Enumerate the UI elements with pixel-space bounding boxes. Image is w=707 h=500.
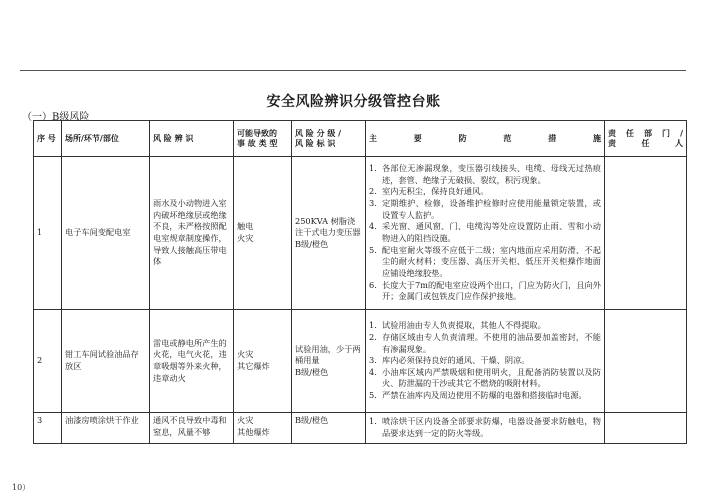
measure-number: 3. [369,355,377,366]
measure-text: 库内必须保持良好的通风、干燥、阴凉。 [382,355,530,366]
row-risk: 雨水及小动物进入室内破坏绝缘层或绝缘不良，未严格按照配电室规章制度操作，导致人接触高压带电体 [150,157,234,310]
measure-text: 定期维护、检修，设备维护检修时应使用能量锁定装置，或设置专人监护。 [382,198,601,220]
measure-number: 1. [369,163,377,174]
row-risk: 雷电或静电所产生的火花，电气火花，违章吸烟等外来火种，违章动火 [150,310,234,413]
measure-text: 室内无积尘，保持良好通风。 [382,186,489,197]
header-dept-line2: 责任人 [608,138,683,148]
measure-text: 试验用油由专人负责提取，其他人不得提取。 [382,320,546,331]
row-department [605,157,687,310]
measure-text: 长度大于7m的配电室应设两个出口，门应为防火门，且向外开；金属门或包铁皮门应作保护接地。 [382,279,601,302]
measure-item [369,390,601,402]
row-seq: 1 [34,157,62,310]
measure-number: 2. [369,186,377,197]
header-department [605,121,687,157]
row-risk: 通风不良导致中毒和窒息，风量不够 [150,413,234,444]
section-title: （一）B级风险 [22,112,90,123]
page-number: 10） [12,483,31,492]
measure-text: 存储区域由专人负责清理。不使用的油品要加盖密封，不能有渗漏现象。 [382,331,601,354]
row-department [605,310,687,413]
measure-number: 4. [369,221,377,232]
document-title: 安全风险辨识分级管控台账 [266,94,441,110]
measure-number: 3. [369,198,377,209]
header-accident-line1: 可能导致的 [237,128,277,138]
measure-item [369,416,601,439]
row-measures [366,310,605,413]
measure-text: 小油库区域内严禁吸烟和使用明火，且配备消防装置以及防火、防泄漏的干沙或其它不燃烧的吸附材料。 [382,366,601,389]
row-seq: 3 [34,413,62,444]
header-risk-level [292,121,366,157]
row-accident-type: 火灾 其他爆炸 [234,413,292,444]
measure-item [369,320,601,332]
measure-item [369,367,601,390]
row-location: 钳工车间试验油品存放区 [62,310,150,413]
header-level-line2: 风 险 标 识 [295,138,336,148]
header-location: 场所/环节/部位 [62,121,150,157]
table-row [34,413,687,444]
measure-number: 1. [369,320,377,331]
table-header-row [34,121,687,157]
measure-item [369,221,601,244]
measure-text: 配电室耐火等级不应低于二级；室内地面应采用防滑、不起尘的耐火材料；变压器、高压开关柜、低压开关柜操作地面应铺设绝缘胶垫。 [382,244,601,278]
measure-item [369,355,601,367]
measure-item [369,198,601,221]
header-level-line1: 风 险 分 级 / [295,128,342,138]
risk-control-table [33,120,687,444]
measure-number: 4. [369,366,377,377]
row-accident-type: 火灾 其它爆炸 [234,310,292,413]
header-accident-line2: 事 故 类 型 [237,138,278,148]
row-measures [366,413,605,444]
measure-number: 5. [369,244,377,255]
measure-number: 6. [369,279,377,290]
row-accident-type: 触电 火灾 [234,157,292,310]
measure-item [369,280,601,303]
row-risk-level: B级/橙色 [292,413,366,444]
header-dept-line1: 责任部门/ [608,128,683,138]
measure-item [369,332,601,355]
row-risk-level: 250KVA 树脂浇注干式电力变压器 B级/橙色 [292,157,366,310]
measure-text: 各部位无渗漏现象，变压器引线接头、电缆、母线无过热痕迹，套管、绝缘子无破损、裂纹，积污现象。 [382,163,601,185]
row-measures [366,157,605,310]
measure-text: 喷涂烘干区内设备全部要求防爆，电器设备要求防触电，物品要求达到一定的防火等级。 [382,416,601,438]
row-risk-level: 试验用油，少于两桶用量 B级/橙色 [292,310,366,413]
row-location: 油漆房喷涂烘干作业 [62,413,150,444]
row-department [605,413,687,444]
measure-text: 严禁在油库内及周边使用不防爆的电器和搭接临时电源。 [382,390,587,401]
measure-number: 1. [369,416,377,427]
measure-text: 采光窗、通风窗、门、电缆沟等处应设置防止雨、雪和小动物进入的阻挡设施。 [382,221,601,243]
header-risk: 风 险 辨 识 [150,121,234,157]
measure-number: 5. [369,390,377,401]
measure-number: 2. [369,331,377,342]
measure-item [369,186,601,198]
table-row [34,157,687,310]
header-seq: 序 号 [34,121,62,157]
table-row [34,310,687,413]
header-measures: 主要防范措施 [366,121,605,157]
row-location: 电子车间变配电室 [62,157,150,310]
header-accident-type [234,121,292,157]
measure-item [369,245,601,280]
measure-item [369,163,601,186]
row-seq: 2 [34,310,62,413]
header-rule [20,70,686,71]
